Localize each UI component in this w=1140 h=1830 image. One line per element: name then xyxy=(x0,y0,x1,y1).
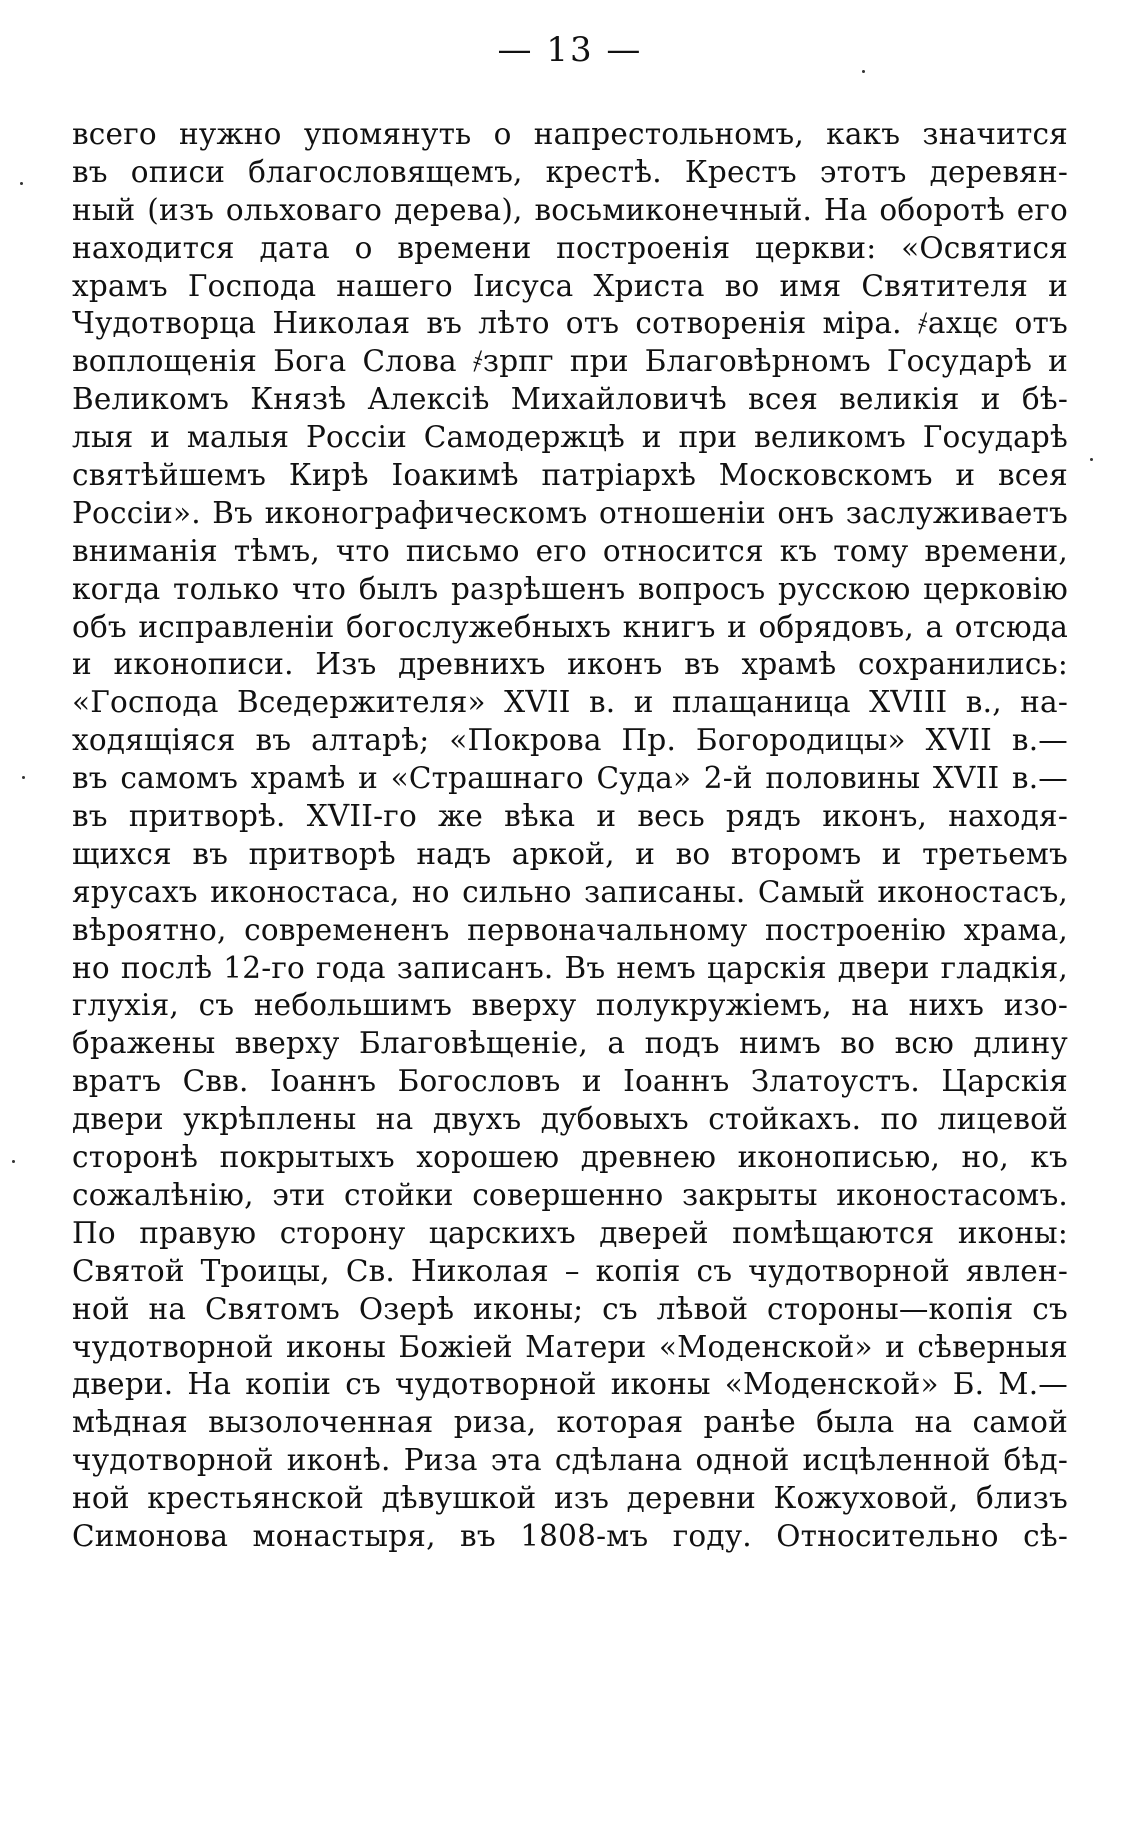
text-line: Чудотворца Николая въ лѣто отъ сотворенія міра. ҂ахцє отъ xyxy=(72,306,1068,341)
text-line: воплощенія Бога Слова ҂зрпг при Благовѣрномъ Государѣ и xyxy=(72,344,1068,379)
text-line: По правую сторону царскихъ дверей помѣщаются иконы: xyxy=(72,1215,1068,1250)
text-line: двери. На копіи съ чудотворной иконы «Моденской» Б. М.— xyxy=(72,1367,1068,1402)
text-line: чудотворной иконѣ. Риза эта сдѣлана одной исцѣленной бѣд- xyxy=(72,1443,1068,1478)
print-speck xyxy=(1090,458,1093,461)
body-text xyxy=(72,116,1068,1556)
print-speck xyxy=(12,1160,15,1163)
text-line: мѣдная вызолоченная риза, которая ранѣе была на самой xyxy=(72,1405,1068,1440)
text-line: святѣйшемъ Кирѣ Іоакимѣ патріархѣ Московскомъ и всея xyxy=(72,458,1068,493)
text-line: ный (изъ ольховаго дерева), восьмиконечный. На оборотѣ его xyxy=(72,192,1068,227)
text-line: лыя и малыя Россіи Самодержцѣ и при великомъ Государѣ xyxy=(72,420,1068,455)
text-line: чудотворной иконы Божіей Матери «Моденской» и сѣверныя xyxy=(72,1329,1068,1364)
text-line: глухія, съ небольшимъ вверху полукружіемъ, на нихъ изо- xyxy=(72,988,1068,1023)
print-speck xyxy=(862,70,865,73)
text-line: вратъ Свв. Іоаннъ Богословъ и Іоаннъ Златоустъ. Царскія xyxy=(72,1064,1068,1099)
text-line: вѣроятно, современенъ первоначальному построенію храма, xyxy=(72,912,1068,947)
print-speck xyxy=(22,776,25,779)
text-line: въ самомъ храмѣ и «Страшнаго Суда» 2-й половины XVII в.— xyxy=(72,761,1068,796)
text-line: Святой Троицы, Св. Николая – копія съ чудотворной явлен- xyxy=(72,1253,1068,1288)
page-number: — 13 — xyxy=(497,30,643,70)
text-line: вниманія тѣмъ, что письмо его относится къ тому времени, xyxy=(72,533,1068,568)
text-line: Симонова монастыря, въ 1808-мъ году. Относительно сѣ- xyxy=(72,1518,1068,1553)
text-line: сторонѣ покрытыхъ хорошею древнею иконописью, но, къ xyxy=(72,1140,1068,1175)
text-line: «Господа Вседержителя» XVII в. и плащаница XVIII в., на- xyxy=(72,685,1068,720)
text-line: ходящіяся въ алтарѣ; «Покрова Пр. Богородицы» XVII в.— xyxy=(72,723,1068,758)
text-line: всего нужно упомянуть о напрестольномъ, какъ значится xyxy=(72,117,1068,151)
text-line: ярусахъ иконостаса, но сильно записаны. Самый иконостасъ, xyxy=(72,874,1068,909)
text-line: двери укрѣплены на двухъ дубовыхъ стойкахъ. по лицевой xyxy=(72,1102,1068,1137)
text-line: но послѣ 12-го года записанъ. Въ немъ царскія двери гладкія, xyxy=(72,950,1068,985)
text-line: Великомъ Князѣ Алексіѣ Михайловичѣ всея великія и бѣ- xyxy=(72,382,1068,417)
text-line: объ исправленіи богослужебныхъ книгъ и обрядовъ, а отсюда xyxy=(72,609,1068,644)
text-line: и иконописи. Изъ древнихъ иконъ въ храмѣ сохранились: xyxy=(72,647,1068,682)
text-line: въ описи благословящемъ, крестѣ. Крестъ этотъ деревян- xyxy=(72,154,1068,189)
text-line: храмъ Господа нашего Іисуса Христа во имя Святителя и xyxy=(72,268,1068,303)
text-line: находится дата о времени построенія церкви: «Освятися xyxy=(72,230,1068,265)
text-line: ной крестьянской дѣвушкой изъ деревни Кожуховой, близъ xyxy=(72,1481,1068,1516)
text-line: сожалѣнію, эти стойки совершенно закрыты иконостасомъ. xyxy=(72,1177,1068,1212)
text-line: щихся въ притворѣ надъ аркой, и во второмъ и третьемъ xyxy=(72,836,1068,871)
text-line: въ притворѣ. XVII-го же вѣка и весь рядъ иконъ, находя- xyxy=(72,799,1068,834)
text-line: бражены вверху Благовѣщеніе, а подъ нимъ во всю длину xyxy=(72,1026,1068,1061)
text-line: Россіи». Въ иконографическомъ отношеніи онъ заслуживаетъ xyxy=(72,495,1068,530)
text-line: когда только что былъ разрѣшенъ вопросъ русскою церковію xyxy=(72,571,1068,606)
print-speck xyxy=(20,182,23,185)
text-line: ной на Святомъ Озерѣ иконы; съ лѣвой стороны—копія съ xyxy=(72,1291,1068,1326)
